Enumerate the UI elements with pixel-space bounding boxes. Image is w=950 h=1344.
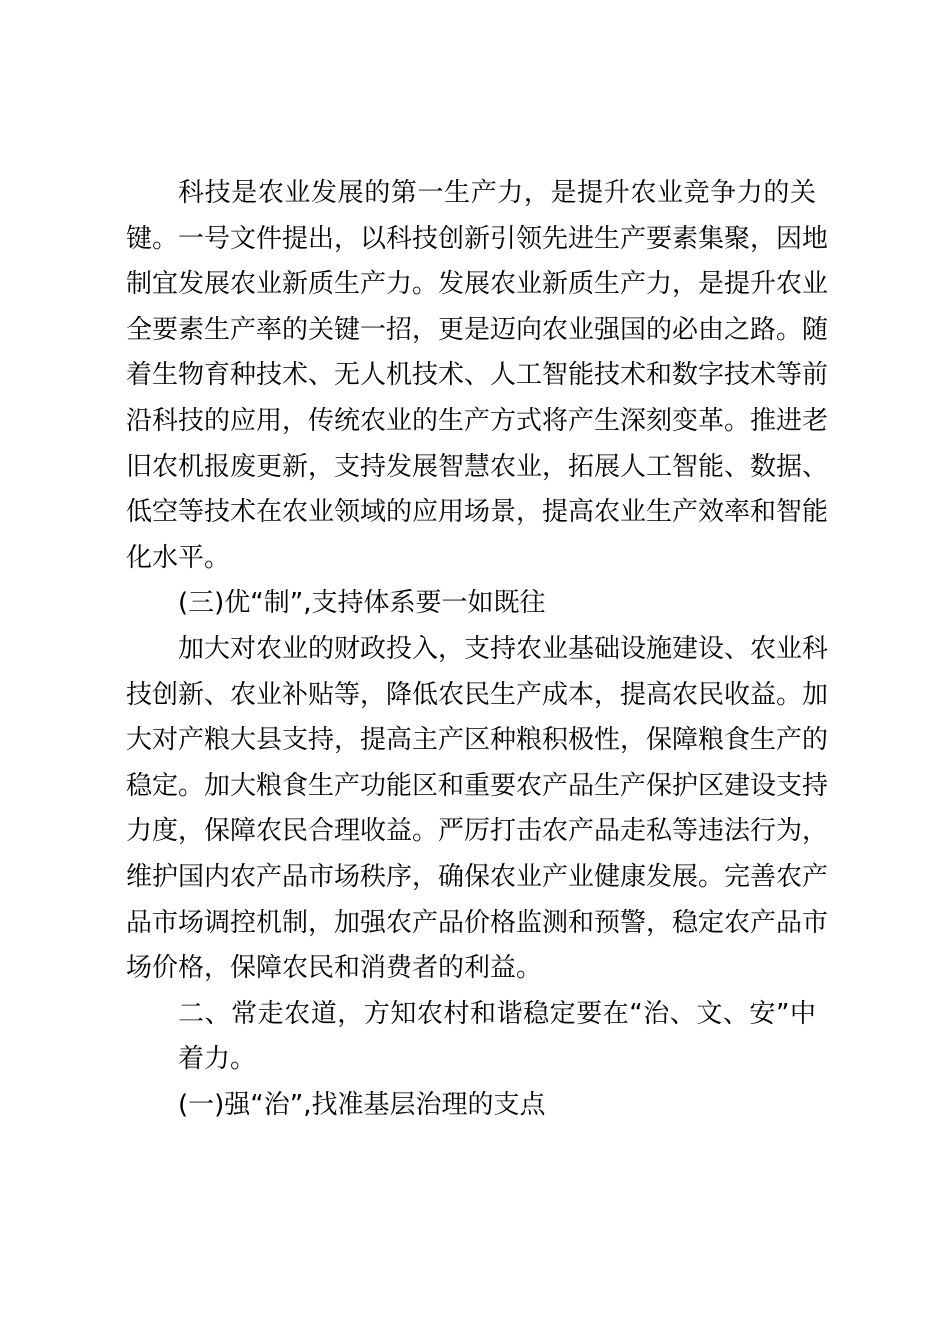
text-line: 二、常走农道，方知农村和谐稳定要在“治、文、安”中 (178, 998, 816, 1029)
text-line: 技创新、农业补贴等，降低农民生产成本，提高农民收益。加 (126, 679, 829, 710)
document-body (126, 171, 829, 1128)
subheading-strengthen-governance: (一)强“治”,找准基层治理的支点 (178, 1089, 546, 1120)
text-line: 加大对农业的财政投入，支持农业基础设施建设、农业科 (178, 633, 829, 664)
text-line: 全要素生产率的关键一招，更是迈向农业强国的必由之路。随 (126, 314, 829, 345)
text-line: 大对产粮大县支持，提高主产区种粮积极性，保障粮食生产的 (126, 725, 829, 756)
text-line: 着力。 (178, 1044, 257, 1075)
text-line: 维护国内农产品市场秩序，确保农业产业健康发展。完善农产 (126, 861, 829, 892)
section-heading-rural-harmony (126, 992, 826, 1083)
text-line: 制宜发展农业新质生产力。发展农业新质生产力，是提升农业 (126, 269, 829, 300)
paragraph-fiscal-support (126, 627, 829, 992)
text-line: 力度，保障农民合理收益。严厉打击农产品走私等违法行为， (126, 816, 829, 847)
paragraph-tech-productivity (126, 171, 829, 581)
text-line: 化水平。 (126, 542, 231, 573)
text-line: 着生物育种技术、无人机技术、人工智能技术和数字技术等前 (126, 360, 829, 391)
text-line: 品市场调控机制，加强农产品价格监测和预警，稳定农产品市 (126, 907, 829, 938)
text-line: 键。一号文件提出，以科技创新引领先进生产要素集聚，因地 (126, 223, 829, 254)
text-line: 旧农机报废更新，支持发展智慧农业，拓展人工智能、数据、 (126, 451, 829, 482)
subheading-optimize-system: (三)优“制”,支持体系要一如既往 (178, 588, 546, 619)
text-line: 场价格，保障农民和消费者的利益。 (126, 953, 543, 984)
text-line: 稳定。加大粮食生产功能区和重要农产品生产保护区建设支持 (126, 770, 829, 801)
text-line: 沿科技的应用，传统农业的生产方式将产生深刻变革。推进老 (126, 405, 829, 436)
text-line: 低空等技术在农业领域的应用场景，提高农业生产效率和智能 (126, 497, 829, 528)
text-line: 科技是农业发展的第一生产力，是提升农业竞争力的关 (178, 178, 816, 208)
